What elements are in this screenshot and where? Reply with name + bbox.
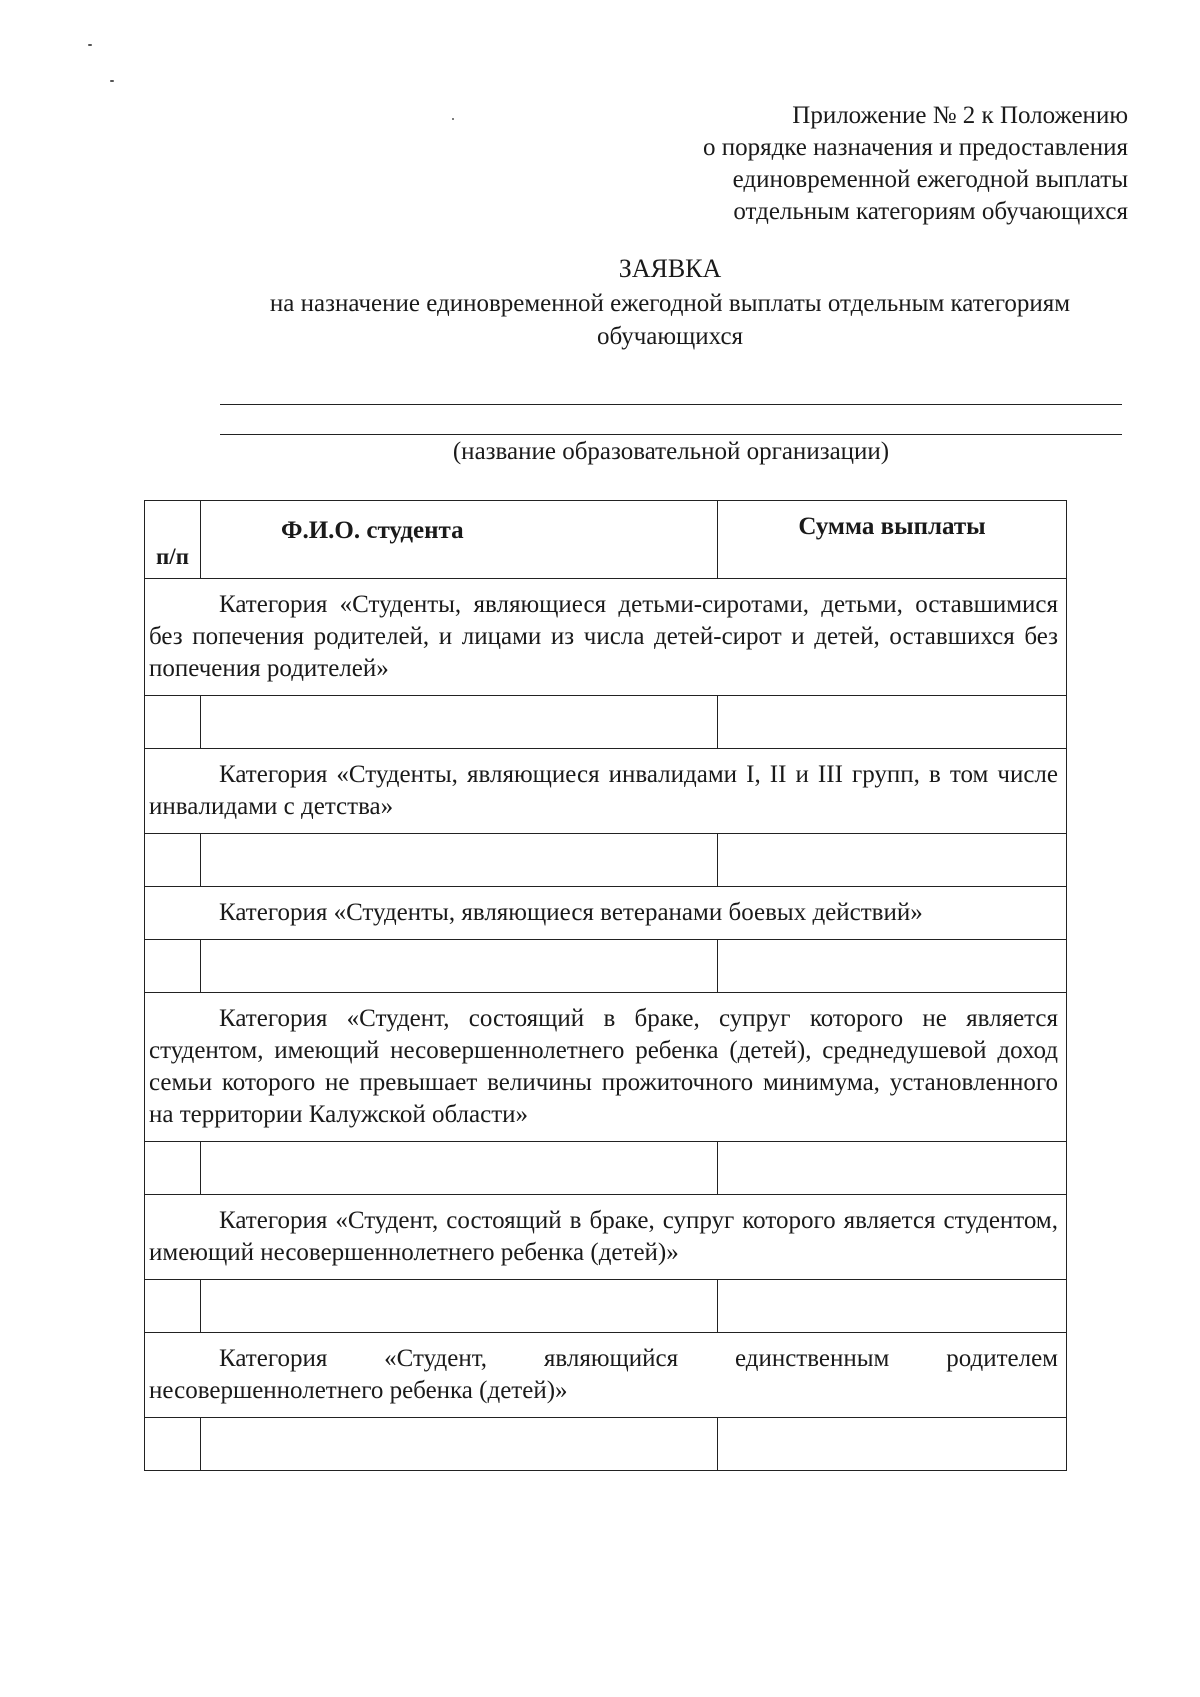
entry-sum-cell[interactable] <box>718 834 1067 887</box>
header-num: п/п <box>145 501 201 579</box>
appendix-line: о порядке назначения и предоставления <box>702 134 1128 161</box>
entry-num-cell[interactable] <box>145 1280 201 1333</box>
appendix-line: Приложение № 2 к Положению <box>792 102 1128 129</box>
entry-row <box>145 1280 1067 1333</box>
category-label: Категория «Студент, состоящий в браке, супруг которого не является студентом, имеющий несовершеннолетнего ребенка (детей), среднедушевой доход семьи которого не превышает величины прожиточного минимума, установленного на территории Калужской области» <box>145 993 1067 1142</box>
category-label: Категория «Студенты, являющиеся инвалидами I, II и III групп, в том числе инвалидами с детства» <box>145 749 1067 834</box>
entry-name-cell[interactable] <box>201 1418 718 1471</box>
org-name-caption: (название образовательной организации) <box>452 438 890 465</box>
entry-num-cell[interactable] <box>145 834 201 887</box>
entry-row <box>145 1418 1067 1471</box>
category-label: Категория «Студент, состоящий в браке, супруг которого является студентом, имеющий несовершеннолетнего ребенка (детей)» <box>145 1195 1067 1280</box>
scan-speck <box>110 80 114 82</box>
entry-sum-cell[interactable] <box>718 1418 1067 1471</box>
org-name-blank-line[interactable] <box>220 434 1122 435</box>
entry-num-cell[interactable] <box>145 1142 201 1195</box>
category-row <box>145 749 1067 834</box>
category-row <box>145 579 1067 696</box>
org-name-blank-line[interactable] <box>220 404 1122 405</box>
document-subtitle-line: на назначение единовременной ежегодной выплаты отдельным категориям <box>269 290 1071 317</box>
entry-sum-cell[interactable] <box>718 940 1067 993</box>
entry-sum-cell[interactable] <box>718 696 1067 749</box>
category-row <box>145 993 1067 1142</box>
entry-name-cell[interactable] <box>201 1280 718 1333</box>
category-row <box>145 887 1067 940</box>
header-student-name: Ф.И.О. студента <box>201 501 718 579</box>
entry-name-cell[interactable] <box>201 1142 718 1195</box>
category-label: Категория «Студенты, являющиеся ветеранами боевых действий» <box>145 887 1067 940</box>
document-title: ЗАЯВКА <box>618 254 722 283</box>
entry-row <box>145 834 1067 887</box>
category-row <box>145 1333 1067 1418</box>
entry-num-cell[interactable] <box>145 1418 201 1471</box>
entry-row <box>145 1142 1067 1195</box>
entry-name-cell[interactable] <box>201 940 718 993</box>
category-label: Категория «Студенты, являющиеся детьми-сиротами, детьми, оставшимися без попечения родителей, и лицами из числа детей-сирот и детей, оставшихся без попечения родителей» <box>145 579 1067 696</box>
entry-row <box>145 696 1067 749</box>
appendix-line: единовременной ежегодной выплаты <box>732 166 1128 193</box>
table-header-row <box>145 501 1067 579</box>
header-payment-sum: Сумма выплаты <box>718 501 1067 579</box>
entry-name-cell[interactable] <box>201 696 718 749</box>
entry-name-cell[interactable] <box>201 834 718 887</box>
category-label: Категория «Студент, являющийся единственным родителем несовершеннолетнего ребенка (детей)» <box>145 1333 1067 1418</box>
appendix-line: отдельным категориям обучающихся <box>733 198 1128 225</box>
entry-sum-cell[interactable] <box>718 1280 1067 1333</box>
scan-speck <box>452 118 454 120</box>
entry-num-cell[interactable] <box>145 696 201 749</box>
appendix-header <box>528 100 1128 228</box>
scan-speck <box>88 44 92 46</box>
entry-sum-cell[interactable] <box>718 1142 1067 1195</box>
entry-row <box>145 940 1067 993</box>
entry-num-cell[interactable] <box>145 940 201 993</box>
category-row <box>145 1195 1067 1280</box>
application-table <box>144 500 1067 1471</box>
document-subtitle-line: обучающихся <box>596 323 744 350</box>
document-title-block <box>140 252 1200 353</box>
